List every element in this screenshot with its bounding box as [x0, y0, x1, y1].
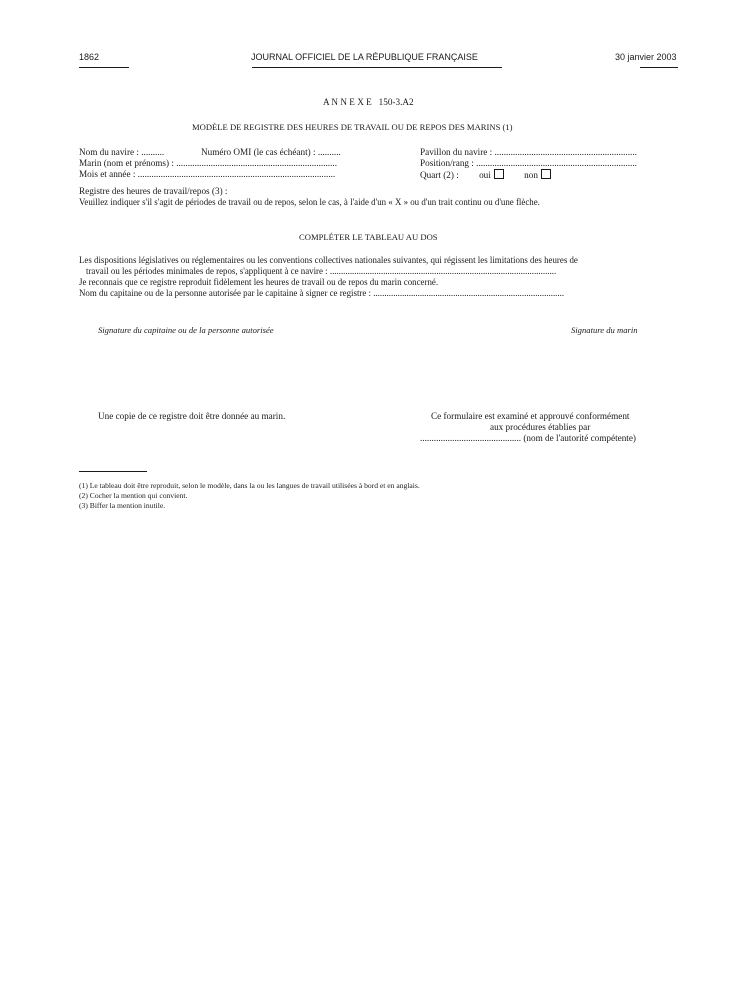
field-pavillon: Pavillon du navire : ..............................................................	[420, 147, 637, 157]
header-date: 30 janvier 2003	[615, 52, 677, 62]
approval-line-2: aux procédures établies par	[490, 422, 591, 432]
footnote-1: (1) Le tableau doit être reproduit, selon le modèle, dans la ou les langues de travail utilisées à bord et en anglais.	[79, 481, 420, 490]
dispositions-line-4: Nom du capitaine ou de la personne autorisée par le capitaine à signer ce registre : ......................................................................................	[79, 288, 565, 298]
approval-line-1: Ce formulaire est examiné et approuvé conformément	[431, 411, 630, 421]
section-heading: COMPLÉTER LE TABLEAU AU DOS	[299, 232, 438, 242]
dispositions-line-3: Je reconnais que ce registre reproduit fidèlement les heures de travail ou de repos du marin concerné.	[79, 277, 439, 287]
quart-label: Quart (2) :	[420, 170, 459, 180]
dispositions-line-2: travail ou les périodes minimales de repos, s'appliquent à ce navire : ......................................................................................................	[86, 266, 557, 276]
footnote-2: (2) Cocher la mention qui convient.	[79, 491, 188, 500]
page-number: 1862	[79, 52, 100, 62]
header-rule-left	[79, 67, 129, 68]
header-rule-center	[252, 67, 502, 68]
field-position: Position/rang : ......................................................................	[420, 158, 637, 168]
non-label: non	[524, 170, 538, 180]
header-rule-right	[640, 67, 678, 68]
field-marin: Marin (nom et prénoms) : ......................................................................	[79, 158, 337, 168]
captain-signature-label: Signature du capitaine ou de la personne autorisée	[98, 325, 274, 335]
footnote-rule	[79, 471, 147, 472]
copy-note: Une copie de ce registre doit être donnée au marin.	[98, 411, 286, 421]
annex-title: A N N E X E 150-3.A2	[323, 97, 414, 107]
non-checkbox[interactable]	[541, 169, 551, 179]
oui-checkbox[interactable]	[494, 169, 504, 179]
footnote-3: (3) Biffer la mention inutile.	[79, 501, 166, 510]
register-line-2: Veuillez indiquer s'il s'agit de périodes de travail ou de repos, selon le cas, à l'aide d'un « X » ou d'un trait continu ou d'une flèche.	[79, 197, 540, 207]
dispositions-line-1: Les dispositions législatives ou réglementaires ou les conventions collectives nationales suivantes, qui régissent les limitations des heures de	[79, 255, 578, 265]
register-line-1: Registre des heures de travail/repos (3) :	[79, 186, 228, 196]
field-quart	[420, 169, 551, 181]
field-numero-omi: Numéro OMI (le cas échéant) : ..........	[201, 147, 341, 157]
field-nom-navire: Nom du navire : ..........	[79, 147, 165, 157]
field-mois: Mois et année : ......................................................................................	[79, 169, 336, 179]
oui-label: oui	[479, 170, 491, 180]
sailor-signature-label: Signature du marin	[571, 325, 638, 335]
journal-title: JOURNAL OFFICIEL DE LA RÉPUBLIQUE FRANÇAISE	[251, 52, 478, 62]
annex-subtitle: MODÈLE DE REGISTRE DES HEURES DE TRAVAIL OU DE REPOS DES MARINS (1)	[192, 122, 513, 132]
approval-line-3: ............................................ (nom de l'autorité compétente)	[420, 433, 636, 443]
